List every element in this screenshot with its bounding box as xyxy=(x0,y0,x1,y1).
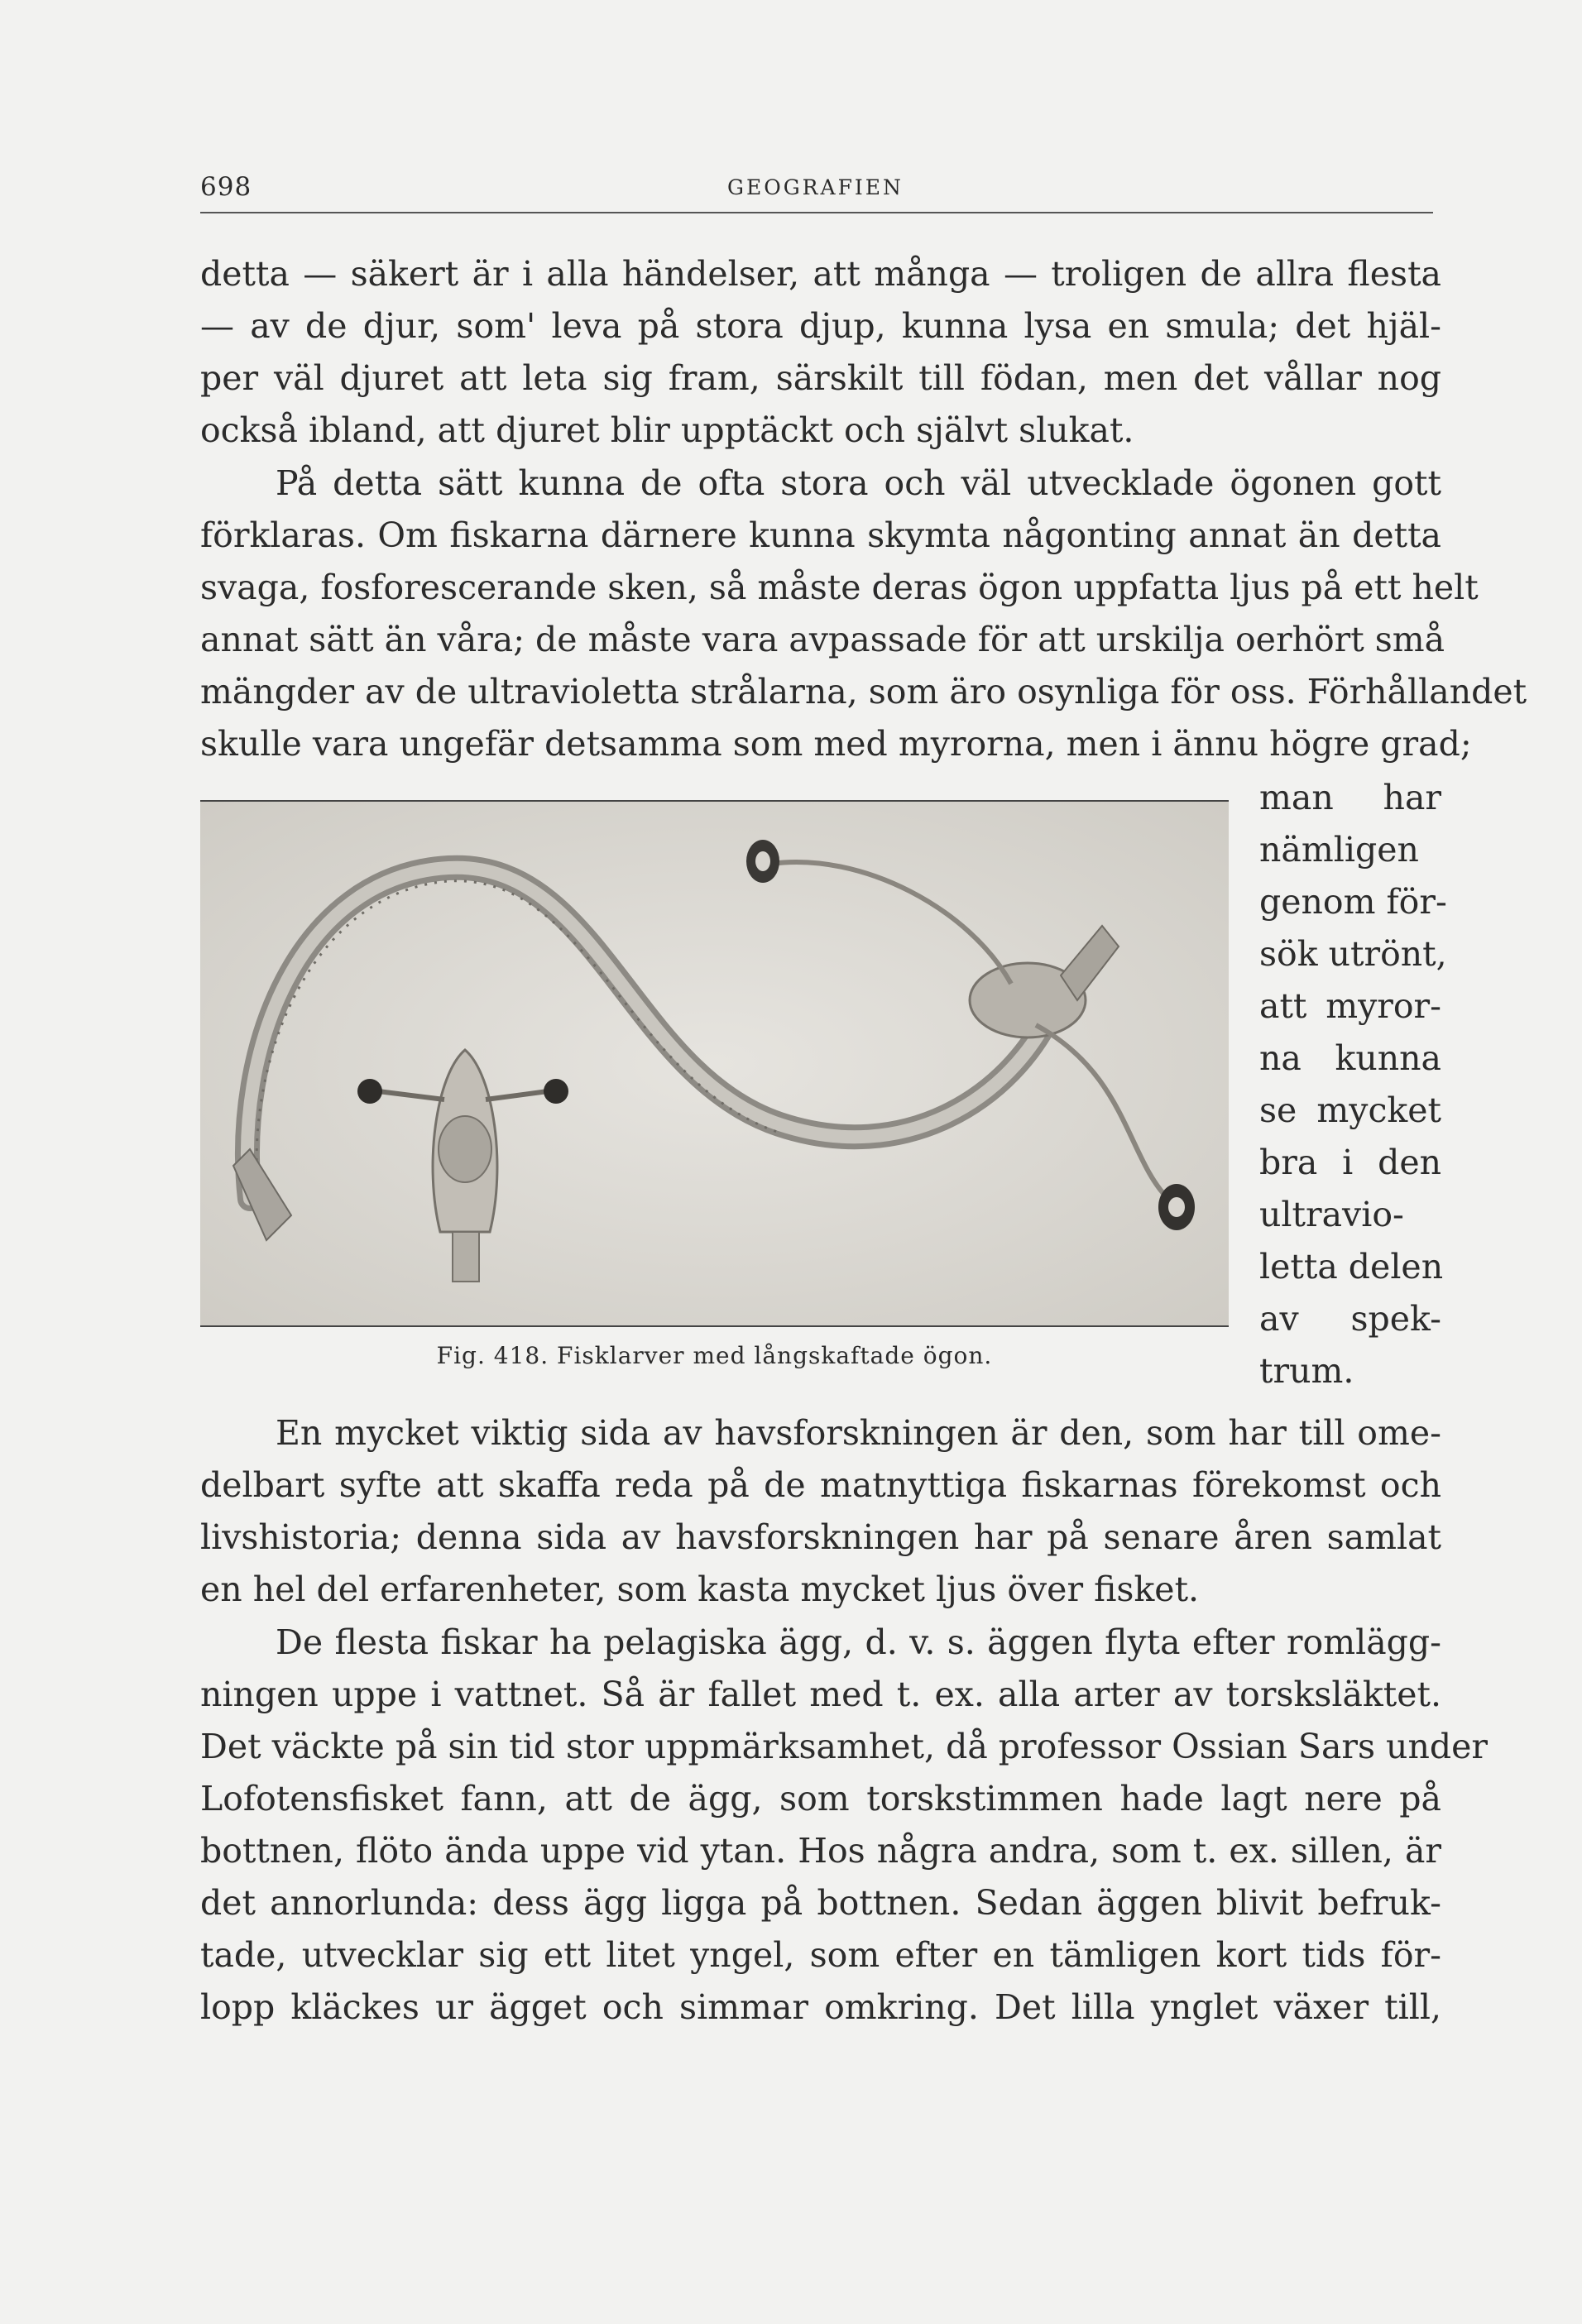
side-text-line: att myror- xyxy=(1259,986,1441,1026)
side-text-line: na kunna xyxy=(1259,1038,1441,1078)
side-text-line: bra i den xyxy=(1259,1143,1441,1182)
text-line: skulle vara ungefär detsamma som med myrorna, men i ännu högre grad; xyxy=(200,724,1472,764)
side-text-line: man har xyxy=(1259,778,1441,817)
running-head xyxy=(200,172,1433,205)
text-line: förklaras. Om fiskarna därnere kunna skymta någonting annat än detta xyxy=(200,515,1441,555)
side-text-line: sök utrönt, xyxy=(1259,934,1447,974)
side-text-line: se mycket xyxy=(1259,1090,1441,1130)
side-text-line: genom för- xyxy=(1259,882,1447,922)
text-line: delbart syfte att skaffa reda på de matnyttiga fiskarnas förekomst och xyxy=(200,1465,1441,1505)
figure-fish-larvae xyxy=(200,800,1229,1327)
text-line: Lofotensfisket fann, att de ägg, som torskstimmen hade lagt nere på xyxy=(200,1779,1441,1818)
text-line: också ibland, att djuret blir upptäckt och självt slukat. xyxy=(200,410,1134,450)
side-text-line: ultravio- xyxy=(1259,1195,1404,1234)
text-line: tade, utvecklar sig ett litet yngel, som efter en tämligen kort tids för- xyxy=(200,1935,1441,1975)
small-eye-right xyxy=(544,1079,568,1104)
text-line: det annorlunda: dess ägg ligga på bottnen. Sedan äggen blivit befruk- xyxy=(200,1883,1441,1923)
text-line: per väl djuret att leta sig fram, särskilt till födan, men det vållar nog xyxy=(200,358,1441,398)
text-line: Det väckte på sin tid stor uppmärksamhet, då professor Ossian Sars under xyxy=(200,1727,1488,1766)
small-eye-left xyxy=(357,1079,382,1104)
running-title: GEOGRAFIEN xyxy=(727,175,904,199)
text-line: De flesta fiskar ha pelagiska ägg, d. v. s. äggen flyta efter romlägg- xyxy=(276,1622,1441,1662)
side-text-line: letta delen xyxy=(1259,1247,1444,1287)
text-line: detta — säkert är i alla händelser, att många — troligen de allra flesta xyxy=(200,254,1441,294)
text-line: En mycket viktig sida av havsforskningen är den, som har till ome- xyxy=(276,1413,1441,1453)
side-text-line: trum. xyxy=(1259,1351,1354,1391)
text-line: en hel del erfarenheter, som kasta mycket ljus över fisket. xyxy=(200,1569,1200,1609)
page-number: 698 xyxy=(200,172,252,202)
figure-caption: Fig. 418. Fisklarver med långskaftade ögon. xyxy=(436,1342,993,1369)
text-line: bottnen, flöto ända uppe vid ytan. Hos några andra, som t. ex. sillen, är xyxy=(200,1831,1441,1871)
text-line: svaga, fosforescerande sken, så måste deras ögon uppfatta ljus på ett helt xyxy=(200,568,1479,607)
text-line: På detta sätt kunna de ofta stora och väl utvecklade ögonen gott xyxy=(276,463,1441,503)
text-line: lopp kläckes ur ägget och simmar omkring. Det lilla ynglet växer till, xyxy=(200,1987,1441,2027)
fish-larvae-illustration xyxy=(200,802,1229,1325)
text-line: ningen uppe i vattnet. Så är fallet med t. ex. alla arter av torsksläktet. xyxy=(200,1675,1441,1714)
text-line: annat sätt än våra; de måste vara avpassade för att urskilja oerhört små xyxy=(200,620,1445,659)
header-rule xyxy=(200,212,1433,213)
text-line: — av de djur, som' leva på stora djup, kunna lysa en smula; det hjäl- xyxy=(200,306,1441,346)
side-text-line: nämligen xyxy=(1259,830,1419,870)
text-line: mängder av de ultravioletta strålarna, som äro osynliga för oss. Förhållandet xyxy=(200,672,1527,712)
text-line: livshistoria; denna sida av havsforskningen har på senare åren samlat xyxy=(200,1517,1441,1557)
side-text-line: av spek- xyxy=(1259,1299,1441,1339)
